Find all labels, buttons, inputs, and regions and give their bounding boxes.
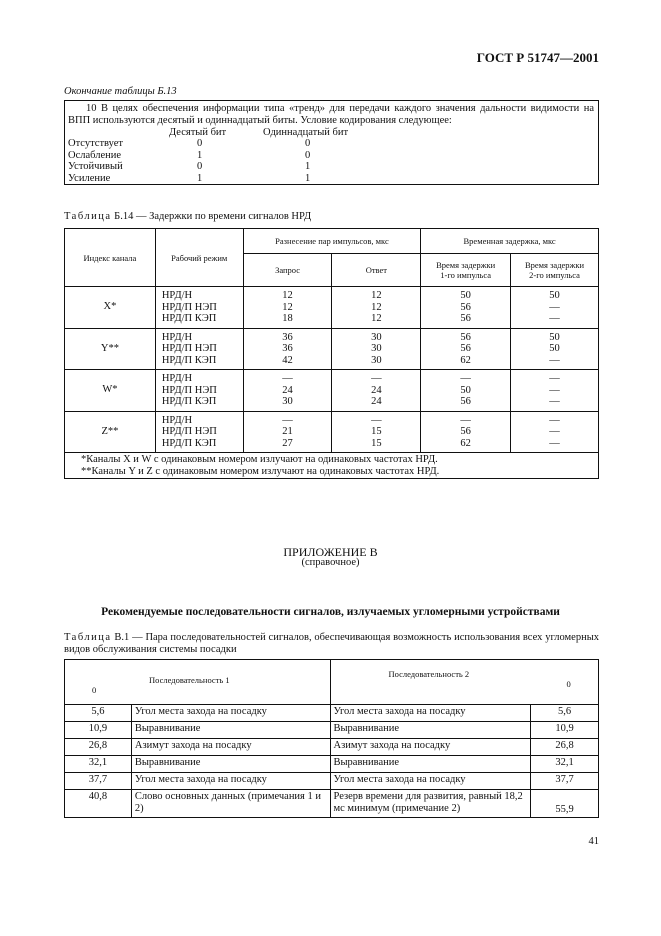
reply-value: 30 [371, 354, 382, 366]
header-seq1 [65, 660, 331, 705]
delay1-cell [421, 370, 511, 412]
mode-value: НРД/П КЭП [161, 354, 217, 366]
delay2-value: — [549, 437, 560, 449]
table-b13-box [64, 100, 599, 185]
request-cell [243, 328, 332, 370]
mode-value: НРД/Н [161, 373, 193, 384]
time-right: 26,8 [531, 739, 599, 756]
delay2-value: — [549, 396, 560, 407]
request-value: 36 [282, 331, 293, 343]
header-seq2 [330, 660, 599, 705]
seq2-signal: Угол места захода на посадку [330, 705, 531, 722]
mode-cell [155, 328, 243, 370]
channel-index: Z** [65, 411, 156, 453]
trend-label: Усиление [68, 172, 111, 184]
delay2-cell [511, 328, 599, 370]
header-channel: Индекс канала [65, 229, 156, 287]
delay1-value: 56 [460, 343, 471, 354]
delay1-cell [421, 328, 511, 370]
reply-value: 12 [371, 313, 382, 324]
table-row [65, 790, 599, 818]
col-header-bit10: Десятый бит [169, 127, 227, 138]
appendix-subtitle: (справочное) [301, 557, 360, 568]
reply-cell [332, 287, 421, 329]
delay2-value: 50 [549, 290, 560, 301]
table-b13-caption: Окончание таблицы Б.13 [64, 86, 177, 97]
trend-bit11: 1 [305, 161, 311, 172]
delay1-value: 62 [460, 354, 471, 366]
seq2-signal: Угол места захода на посадку [330, 773, 531, 790]
reply-value: 24 [371, 384, 382, 396]
table-row [65, 739, 599, 756]
header-seq1-label: Последовательность 1 [149, 675, 230, 685]
table-row [65, 705, 599, 722]
mode-value: НРД/П КЭП [161, 396, 217, 407]
table-b14 [64, 228, 599, 479]
channel-index: W* [65, 370, 156, 412]
seq1-signal: Слово основных данных (примечания 1 и 2) [131, 790, 330, 818]
header-seq2-zero: 0 [566, 679, 571, 689]
document-header: ГОСТ Р 51747—2001 [476, 50, 599, 65]
delay1-cell [421, 411, 511, 453]
trend-bit11: 1 [305, 172, 311, 184]
reply-value: — [371, 414, 382, 426]
time-left: 32,1 [65, 756, 132, 773]
time-left: 10,9 [65, 722, 132, 739]
header-seq1-zero: 0 [92, 685, 97, 695]
delay2-value: — [549, 384, 560, 396]
request-value: 12 [282, 290, 293, 301]
table-row [65, 328, 599, 370]
delay2-value: 50 [549, 343, 560, 354]
appendix-title: ПРИЛОЖЕНИЕ В [283, 545, 378, 559]
time-left: 5,6 [65, 705, 132, 722]
seq2-signal: Выравнивание [330, 756, 531, 773]
trend-label: Отсутствует [68, 138, 123, 149]
col-header-bit11: Одиннадцатый бит [263, 127, 349, 138]
request-cell [243, 411, 332, 453]
request-value: — [282, 414, 293, 426]
seq2-signal: Азимут захода на посадку [330, 739, 531, 756]
mode-cell [155, 411, 243, 453]
seq1-signal: Азимут захода на посадку [131, 739, 330, 756]
mode-value: НРД/П НЭП [161, 343, 217, 354]
request-value: 27 [282, 437, 293, 449]
table-b13-note: 10 В целях обеспечения информации типа «тренд» для передачи каждого значения дальности видимости на ВПП используются десятый и одиннадцатый биты. Условие кодирования следующее: [68, 103, 594, 126]
table-b14-caption [64, 211, 311, 222]
mode-value: НРД/П КЭП [161, 437, 217, 449]
trend-bit11: 0 [305, 149, 311, 161]
header-delay1 [421, 254, 511, 287]
delay1-value: 56 [460, 301, 471, 313]
delay1-value: 56 [460, 426, 471, 437]
delay1-value: 50 [460, 290, 471, 301]
request-value: 42 [282, 354, 293, 366]
table-b14-footnotes [65, 453, 599, 479]
seq1-signal: Выравнивание [131, 756, 330, 773]
time-right: 5,6 [531, 705, 599, 722]
header-reply: Ответ [332, 254, 421, 287]
delay2-value: — [549, 426, 560, 437]
request-value: 12 [282, 301, 293, 313]
time-right: 32,1 [531, 756, 599, 773]
time-right: 10,9 [531, 722, 599, 739]
reply-cell [332, 411, 421, 453]
delay2-value: — [549, 313, 560, 324]
delay1-value: 62 [460, 437, 471, 449]
table-row [65, 370, 599, 412]
table-b1-caption-prefix: Таблица [64, 632, 112, 643]
table-b1-caption-text: В.1 — Пара последовательностей сигналов, обеспечивающая возможность использования всех угломерных видов обслуживания системы посадки [64, 632, 599, 655]
mode-value: НРД/Н [161, 331, 193, 343]
header-delay2-line1: Время задержки [524, 260, 585, 270]
header-delay: Временная задержка, мкс [421, 229, 599, 254]
trend-label: Ослабление [68, 149, 122, 161]
delay1-value: 56 [460, 396, 471, 407]
seq2-signal: Резерв времени для развития, равный 18,2 мс минимум (примечание 2) [330, 790, 531, 818]
table-row [65, 722, 599, 739]
request-value: — [282, 373, 293, 384]
table-b14-caption-prefix: Таблица [64, 211, 112, 222]
footnote-2: **Каналы Y и Z с одинаковым номером излучают на одинаковых частотах НРД. [81, 465, 440, 477]
header-mode: Рабочий режим [155, 229, 243, 287]
table-b1-caption [64, 632, 599, 656]
delay2-cell [511, 370, 599, 412]
header-delay1-line1: Время задержки [436, 260, 496, 270]
request-value: 18 [282, 313, 293, 324]
mode-cell [155, 287, 243, 329]
request-value: 21 [282, 426, 293, 437]
delay1-value: — [460, 373, 471, 384]
delay1-value: — [460, 414, 471, 426]
delay2-value: — [549, 301, 560, 313]
mode-value: НРД/Н [161, 290, 193, 301]
trend-label: Устойчивый [68, 161, 123, 172]
mode-value: НРД/П НЭП [161, 384, 217, 396]
time-left: 40,8 [65, 790, 132, 818]
channel-index: X* [65, 287, 156, 329]
mode-value: НРД/П НЭП [161, 301, 217, 313]
appendix-heading: Рекомендуемые последовательности сигналов, излучаемых угломерными устройствами [101, 606, 560, 618]
delay2-value: — [549, 414, 560, 426]
reply-value: 24 [371, 396, 382, 407]
delay2-value: — [549, 373, 560, 384]
request-value: 30 [282, 396, 293, 407]
reply-value: — [371, 373, 382, 384]
reply-value: 30 [371, 343, 382, 354]
header-seq2-label: Последовательность 2 [388, 669, 470, 679]
reply-value: 15 [371, 437, 382, 449]
header-delay2 [511, 254, 599, 287]
mode-value: НРД/Н [161, 414, 193, 426]
reply-cell [332, 328, 421, 370]
time-left: 37,7 [65, 773, 132, 790]
channel-index: Y** [65, 328, 156, 370]
mode-cell [155, 370, 243, 412]
page-number: 41 [588, 836, 599, 847]
seq1-signal: Угол места захода на посадку [131, 773, 330, 790]
time-left: 26,8 [65, 739, 132, 756]
delay1-value: 56 [460, 331, 471, 343]
delay1-value: 56 [460, 313, 471, 324]
table-row [65, 756, 599, 773]
trend-bit11: 0 [305, 138, 311, 149]
delay2-value: — [549, 354, 560, 366]
footnote-1: *Каналы X и W с одинаковым номером излучают на одинаковых частотах НРД. [81, 454, 438, 465]
request-cell [243, 287, 332, 329]
time-right: 55,9 [531, 790, 599, 818]
reply-cell [332, 370, 421, 412]
table-row [65, 287, 599, 329]
delay2-cell [511, 287, 599, 329]
trend-bit10: 0 [197, 161, 203, 172]
delay1-value: 50 [460, 384, 471, 396]
time-right: 37,7 [531, 773, 599, 790]
trend-bit10: 1 [197, 172, 203, 184]
delay1-cell [421, 287, 511, 329]
table-row [65, 773, 599, 790]
delay2-cell [511, 411, 599, 453]
header-spacing: Разнесение пар импульсов, мкс [243, 229, 421, 254]
seq2-signal: Выравнивание [330, 722, 531, 739]
request-value: 36 [282, 343, 293, 354]
delay2-value: 50 [549, 331, 560, 343]
table-b1 [64, 659, 599, 818]
mode-value: НРД/П КЭП [161, 313, 217, 324]
request-cell [243, 370, 332, 412]
table-b14-caption-text: Б.14 — Задержки по времени сигналов НРД [114, 211, 312, 222]
seq1-signal: Угол места захода на посадку [131, 705, 330, 722]
reply-value: 12 [371, 301, 382, 313]
trend-bit10: 0 [197, 138, 203, 149]
header-request: Запрос [243, 254, 332, 287]
header-delay2-line2: 2-го импульса [529, 270, 580, 280]
table-row [65, 411, 599, 453]
seq1-signal: Выравнивание [131, 722, 330, 739]
request-value: 24 [282, 384, 293, 396]
trend-bit10: 1 [197, 149, 203, 161]
mode-value: НРД/П НЭП [161, 426, 217, 437]
reply-value: 12 [371, 290, 382, 301]
reply-value: 15 [371, 426, 382, 437]
header-delay1-line2: 1-го импульса [440, 270, 492, 280]
reply-value: 30 [371, 331, 382, 343]
